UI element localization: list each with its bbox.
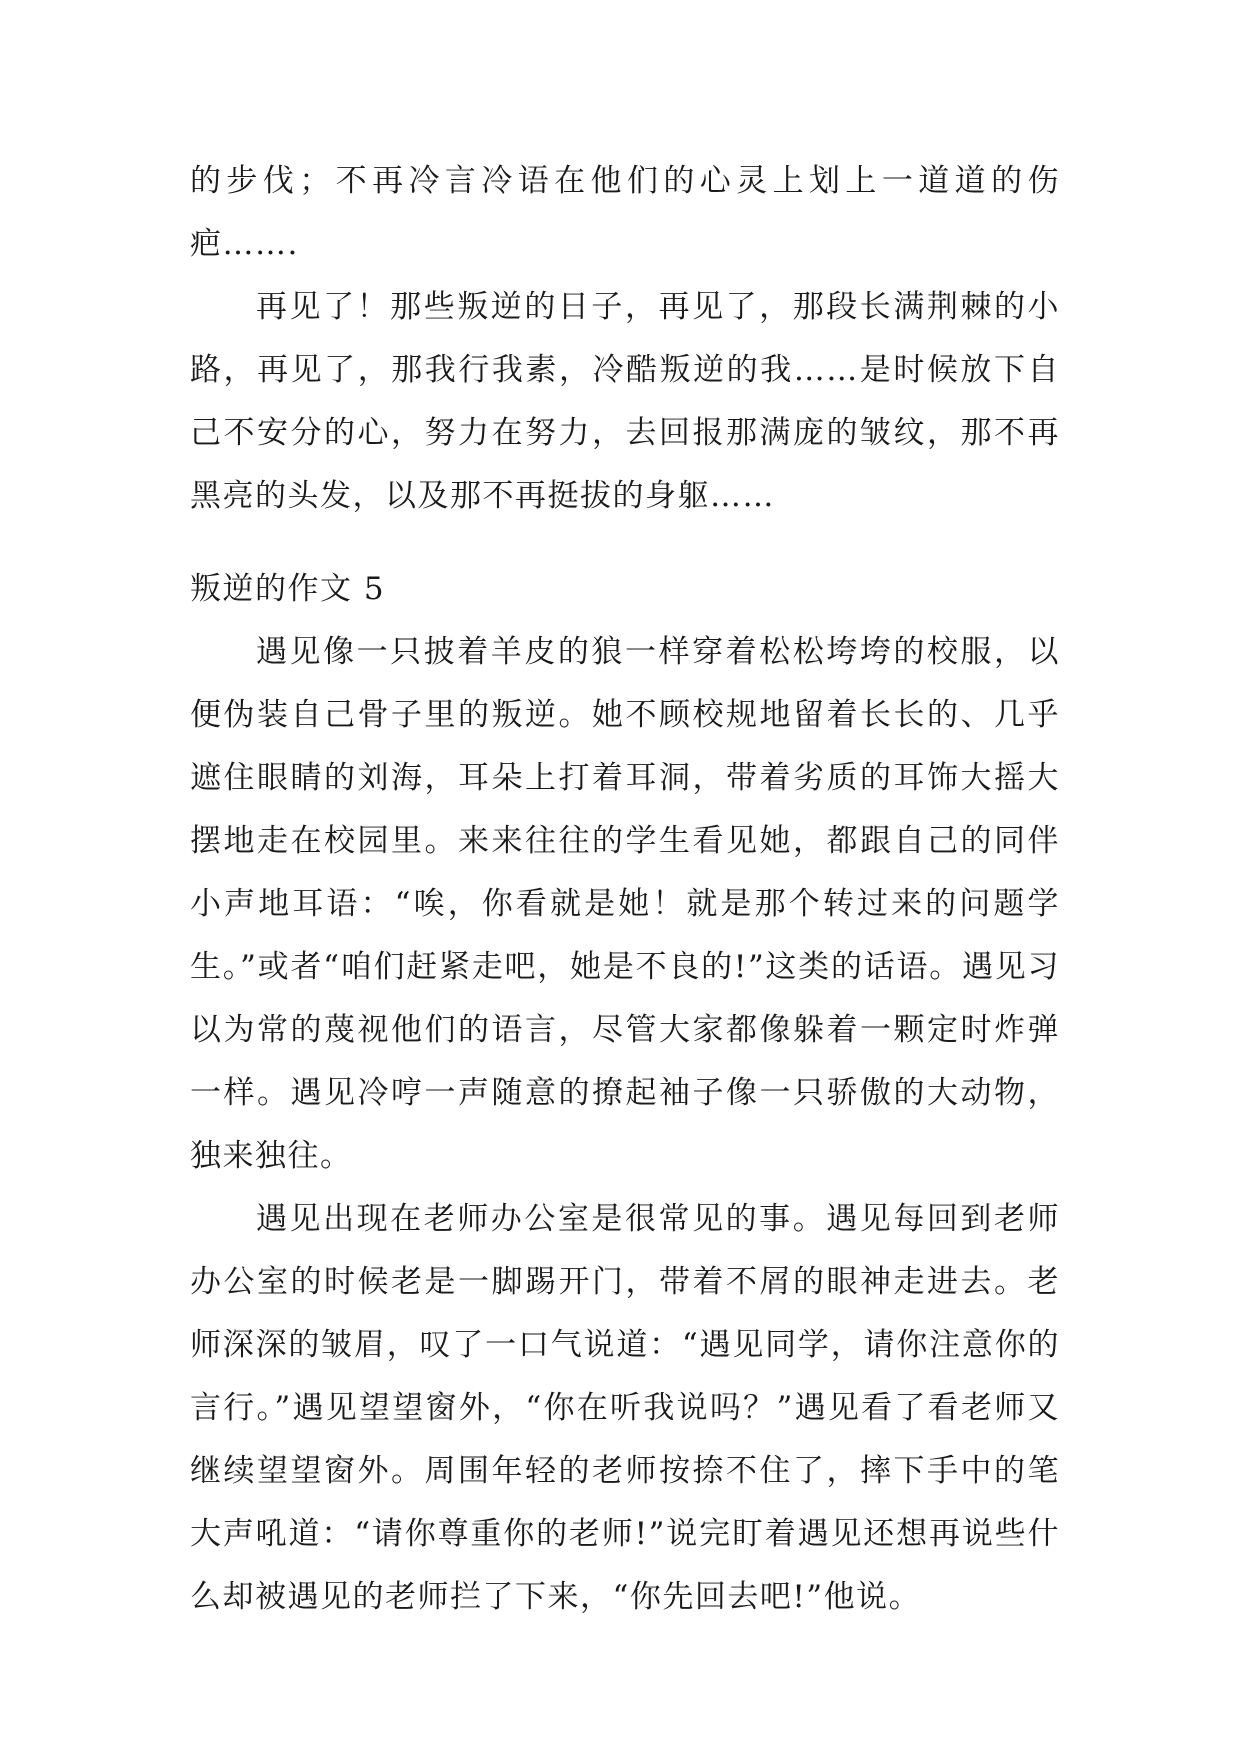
paragraph-2: 遇见出现在老师办公室是很常见的事。遇见每回到老师办公室的时候老是一脚踢开门，带着不屑的眼神走进去。老师深深的皱眉，叹了一口气说道：“遇见同学，请你注意你的言行。”遇见望望窗外，“你在听我说吗？”遇见看了看老师又继续望望窗外。周围年轻的老师按捺不住了，摔下手中的笔大声吼道：“请你尊重你的老师!”说完盯着遇见还想再说些什么却被遇见的老师拦了下来，“你先回去吧!”他说。 [190,1201,1060,1615]
previous-essay-ending [190,150,1060,528]
essay-section-5 [190,558,1060,1629]
paragraph-farewell: 再见了！那些叛逆的日子，再见了，那段长满荆棘的小路，再见了，那我行我素，冷酷叛逆的我……是时候放下自己不安分的心，努力在努力，去回报那满庞的皱纹，那不再黑亮的头发，以及那不再挺拔的身躯…… [190,289,1060,514]
section-title: 叛逆的作文 5 [190,571,386,607]
paragraph-1: 遇见像一只披着羊皮的狼一样穿着松松垮垮的校服，以便伪装自己骨子里的叛逆。她不顾校规地留着长长的、几乎遮住眼睛的刘海，耳朵上打着耳洞，带着劣质的耳饰大摇大摆地走在校园里。来来往往的学生看见她，都跟自己的同伴小声地耳语：“唉，你看就是她！就是那个转过来的问题学生。”或者“咱们赶紧走吧，她是不良的!”这类的话语。遇见习以为常的蔑视他们的语言，尽管大家都像躲着一颗定时炸弹一样。遇见冷哼一声随意的撩起袖子像一只骄傲的大动物，独来独往。 [190,634,1060,1174]
paragraph-continuation: 的步伐；不再冷言冷语在他们的心灵上划上一道道的伤疤……. [190,163,1060,262]
